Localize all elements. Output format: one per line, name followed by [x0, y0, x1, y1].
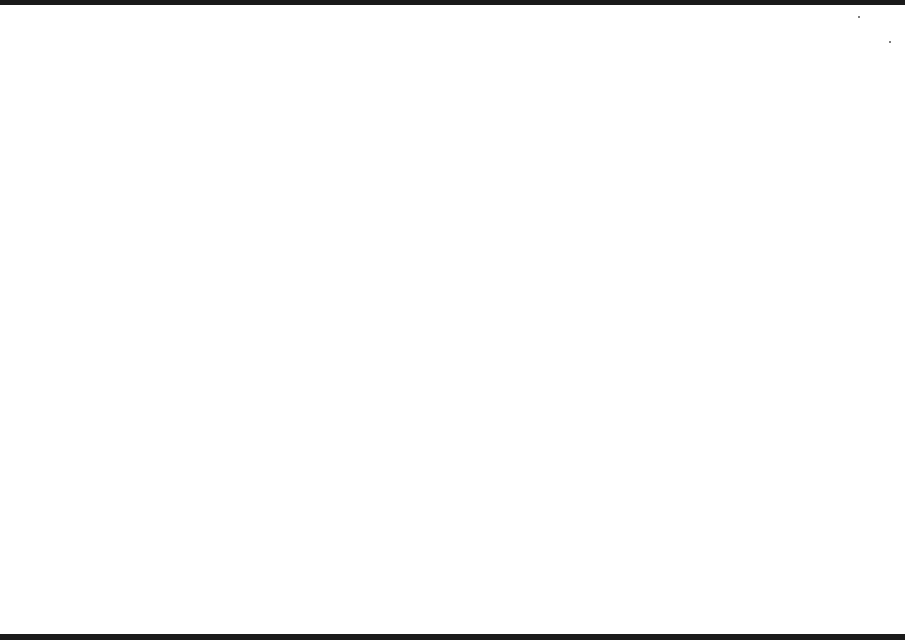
- scan-speck: [889, 41, 891, 43]
- scan-edge-bottom: [0, 634, 905, 640]
- scan-edge-top: [0, 0, 905, 5]
- scan-speck: [858, 16, 860, 18]
